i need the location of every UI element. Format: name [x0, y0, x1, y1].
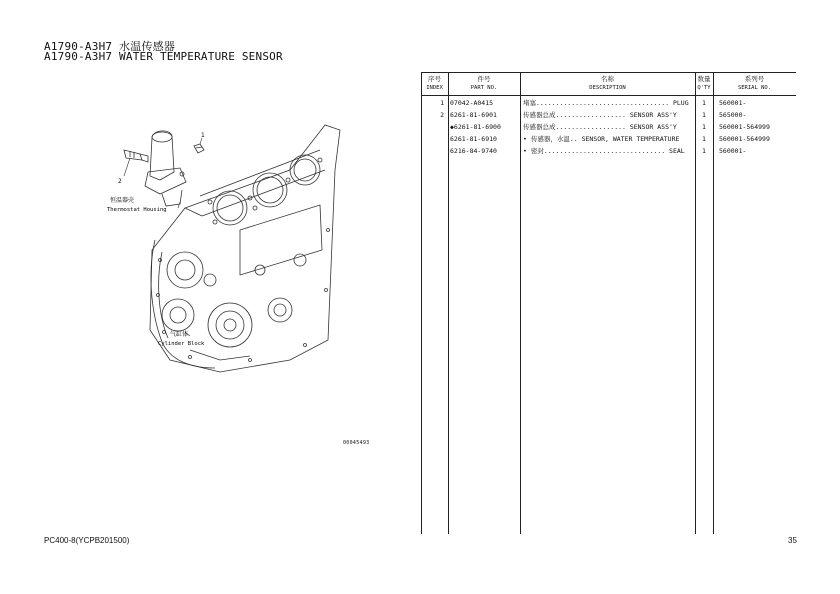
page-number: 35 — [788, 536, 797, 545]
block-label-en: Cylinder Block — [158, 341, 205, 347]
header-description: 名称 DESCRIPTION — [589, 75, 626, 91]
thermostat-label-cn: 恒温器壳 — [110, 197, 135, 204]
header-separator — [421, 95, 796, 96]
header-index: 序号 INDEX — [426, 75, 443, 91]
figure-code: 00045493 — [343, 440, 370, 446]
thermostat-label-en: Thermostat Housing — [107, 207, 167, 213]
table-row: 1 07042-A0415 堵塞.................................. PLUG 1 560001- — [440, 99, 747, 107]
header-serial: 系列号 SERIAL NO. — [737, 75, 772, 91]
page-title-cn: A1790-A3H7 水温传感器 — [44, 40, 176, 53]
callout-2: 2 — [118, 178, 122, 185]
page-title-en: A1790-A3H7 WATER TEMPERATURE SENSOR — [44, 50, 283, 63]
parts-table — [421, 72, 796, 534]
header-part-no: 件号 PART NO. — [470, 75, 498, 91]
table-row: ◆6261-81-6900 传感器总成.................. SENSOR ASS'Y 1 560001-564999 — [450, 123, 770, 131]
callout-1: 1 — [201, 132, 205, 139]
table-row: 6261-81-6910 • 传感器，水温.. SENSOR, WATER TEMPERATURE 1 560001-564999 — [450, 135, 770, 143]
block-label-cn: 气缸体 — [170, 331, 189, 338]
footer-model: PC400-8(YCPB201500) — [44, 536, 130, 545]
parts-diagram — [90, 110, 400, 460]
header-qty: 数量 Q'TY — [697, 75, 711, 91]
table-row: 6216-84-9740 • 密封............................... SEAL 1 560001- — [450, 147, 747, 155]
table-row: 2 6261-81-6901 传感器总成.................. SENSOR ASS'Y 1 565000- — [440, 111, 747, 119]
